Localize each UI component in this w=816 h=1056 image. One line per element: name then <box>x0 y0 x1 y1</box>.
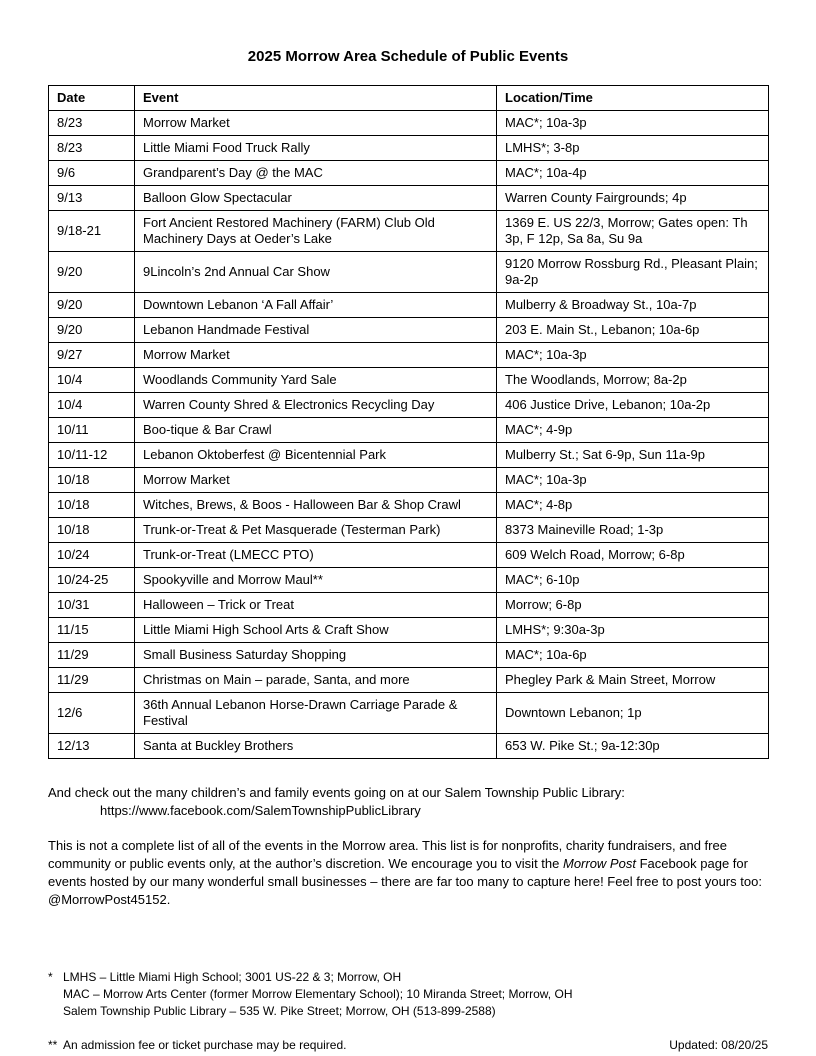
event-name-cell: Grandparent’s Day @ the MAC <box>135 161 497 186</box>
event-date-cell: 8/23 <box>49 111 135 136</box>
event-row <box>49 443 769 468</box>
event-date-cell: 10/31 <box>49 593 135 618</box>
event-location-cell: 653 W. Pike St.; 9a-12:30p <box>497 734 769 759</box>
event-row <box>49 543 769 568</box>
event-name-cell: Fort Ancient Restored Machinery (FARM) Club Old Machinery Days at Oeder’s Lake <box>135 211 497 252</box>
event-date-cell: 10/24 <box>49 543 135 568</box>
event-location-cell: MAC*; 10a-3p <box>497 343 769 368</box>
page-title: 2025 Morrow Area Schedule of Public Events <box>247 48 569 65</box>
event-name-cell: Halloween – Trick or Treat <box>135 593 497 618</box>
events-table <box>48 85 769 759</box>
event-name-cell: Trunk-or-Treat (LMECC PTO) <box>135 543 497 568</box>
event-row <box>49 593 769 618</box>
event-location-cell: MAC*; 10a-3p <box>497 468 769 493</box>
event-name-cell: Morrow Market <box>135 343 497 368</box>
disclaimer-paragraph <box>48 837 770 909</box>
event-date-cell: 12/13 <box>49 734 135 759</box>
disclaimer-morrow-post: Morrow Post <box>562 856 636 871</box>
event-row <box>49 518 769 543</box>
event-row <box>49 293 769 318</box>
event-location-cell: The Woodlands, Morrow; 8a-2p <box>497 368 769 393</box>
event-location-cell: MAC*; 6-10p <box>497 568 769 593</box>
event-location-cell: LMHS*; 9:30a-3p <box>497 618 769 643</box>
event-name-cell: Lebanon Oktoberfest @ Bicentennial Park <box>135 443 497 468</box>
event-location-cell: 406 Justice Drive, Lebanon; 10a-2p <box>497 393 769 418</box>
header-cell-location: Location/Time <box>497 86 769 111</box>
event-location-cell: 609 Welch Road, Morrow; 6-8p <box>497 543 769 568</box>
event-name-cell: Morrow Market <box>135 111 497 136</box>
disclaimer-text-1: This is not a complete list of all of the events in the Morrow area. This list is for nonprofits, charity fundraisers, and free community or public events only, at the author’s discretion. We encourage you to visit the <box>48 838 727 871</box>
event-row <box>49 211 769 252</box>
event-date-cell: 9/20 <box>49 318 135 343</box>
event-date-cell: 10/18 <box>49 468 135 493</box>
event-date-cell: 10/4 <box>49 393 135 418</box>
footnote-bottom-row <box>48 1037 768 1054</box>
event-location-cell: Phegley Park & Main Street, Morrow <box>497 668 769 693</box>
footnote-library: Salem Township Public Library – 535 W. Pike Street; Morrow, OH (513-899-2588) <box>63 1004 496 1018</box>
event-name-cell: Trunk-or-Treat & Pet Masquerade (Testerman Park) <box>135 518 497 543</box>
event-location-cell: MAC*; 10a-3p <box>497 111 769 136</box>
footnote-lmhs: LMHS – Little Miami High School; 3001 US-22 & 3; Morrow, OH <box>63 970 402 984</box>
event-location-cell: Mulberry & Broadway St., 10a-7p <box>497 293 769 318</box>
event-date-cell: 11/15 <box>49 618 135 643</box>
event-location-cell: 203 E. Main St., Lebanon; 10a-6p <box>497 318 769 343</box>
event-name-cell: Little Miami High School Arts & Craft Show <box>135 618 497 643</box>
library-note <box>48 784 768 820</box>
event-date-cell: 9/13 <box>49 186 135 211</box>
event-location-cell: Mulberry St.; Sat 6-9p, Sun 11a-9p <box>497 443 769 468</box>
event-date-cell: 12/6 <box>49 693 135 734</box>
event-name-cell: Spookyville and Morrow Maul** <box>135 568 497 593</box>
event-name-cell: Boo-tique & Bar Crawl <box>135 418 497 443</box>
event-date-cell: 10/11 <box>49 418 135 443</box>
event-date-cell: 8/23 <box>49 136 135 161</box>
event-name-cell: Small Business Saturday Shopping <box>135 643 497 668</box>
event-name-cell: Morrow Market <box>135 468 497 493</box>
updated-date: Updated: 08/20/25 <box>669 1038 768 1052</box>
event-row <box>49 393 769 418</box>
event-row <box>49 568 769 593</box>
event-row <box>49 111 769 136</box>
event-row <box>49 418 769 443</box>
event-row <box>49 668 769 693</box>
event-location-cell: Warren County Fairgrounds; 4p <box>497 186 769 211</box>
event-location-cell: Morrow; 6-8p <box>497 593 769 618</box>
event-date-cell: 9/20 <box>49 293 135 318</box>
event-row <box>49 343 769 368</box>
footnote-locations <box>48 969 768 986</box>
event-location-cell: LMHS*; 3-8p <box>497 136 769 161</box>
event-row <box>49 136 769 161</box>
event-name-cell: Christmas on Main – parade, Santa, and more <box>135 668 497 693</box>
footnote-admission <box>48 1037 346 1054</box>
event-date-cell: 10/24-25 <box>49 568 135 593</box>
event-location-cell: MAC*; 4-8p <box>497 493 769 518</box>
event-location-cell: 8373 Maineville Road; 1-3p <box>497 518 769 543</box>
event-date-cell: 9/20 <box>49 252 135 293</box>
header-cell-event: Event <box>135 86 497 111</box>
library-facebook-url: https://www.facebook.com/SalemTownshipPublicLibrary <box>100 803 421 818</box>
event-row <box>49 643 769 668</box>
event-location-cell: Downtown Lebanon; 1p <box>497 693 769 734</box>
event-row <box>49 468 769 493</box>
event-date-cell: 10/18 <box>49 493 135 518</box>
event-date-cell: 9/27 <box>49 343 135 368</box>
event-location-cell: MAC*; 10a-4p <box>497 161 769 186</box>
footnote-star-marker: * <box>48 970 53 984</box>
event-name-cell: 36th Annual Lebanon Horse-Drawn Carriage Parade & Festival <box>135 693 497 734</box>
event-date-cell: 11/29 <box>49 643 135 668</box>
event-location-cell: MAC*; 10a-6p <box>497 643 769 668</box>
footnote-admission-text: An admission fee or ticket purchase may be required. <box>63 1038 347 1052</box>
event-row <box>49 368 769 393</box>
event-row <box>49 618 769 643</box>
event-date-cell: 11/29 <box>49 668 135 693</box>
header-cell-date: Date <box>49 86 135 111</box>
event-date-cell: 9/6 <box>49 161 135 186</box>
event-location-cell: 9120 Morrow Rossburg Rd., Pleasant Plain; 9a-2p <box>497 252 769 293</box>
event-name-cell: Little Miami Food Truck Rally <box>135 136 497 161</box>
event-date-cell: 9/18-21 <box>49 211 135 252</box>
event-name-cell: Lebanon Handmade Festival <box>135 318 497 343</box>
event-name-cell: 9Lincoln’s 2nd Annual Car Show <box>135 252 497 293</box>
footnote-double-star-marker: ** <box>48 1038 58 1052</box>
event-name-cell: Woodlands Community Yard Sale <box>135 368 497 393</box>
event-row <box>49 734 769 759</box>
table-header-row <box>49 86 769 111</box>
event-row <box>49 252 769 293</box>
event-name-cell: Witches, Brews, & Boos - Halloween Bar & Shop Crawl <box>135 493 497 518</box>
event-row <box>49 161 769 186</box>
library-note-text: And check out the many children’s and family events going on at our Salem Township Public Library: <box>48 785 625 800</box>
event-name-cell: Santa at Buckley Brothers <box>135 734 497 759</box>
footnote-mac: MAC – Morrow Arts Center (former Morrow Elementary School); 10 Miranda Street; Morrow, OH <box>63 987 573 1001</box>
event-date-cell: 10/4 <box>49 368 135 393</box>
event-name-cell: Downtown Lebanon ‘A Fall Affair’ <box>135 293 497 318</box>
event-date-cell: 10/18 <box>49 518 135 543</box>
event-name-cell: Warren County Shred & Electronics Recycling Day <box>135 393 497 418</box>
event-row <box>49 693 769 734</box>
footnotes-block <box>48 969 768 1020</box>
event-row <box>49 186 769 211</box>
disclaimer-text-2: Facebook page for events hosted by our many wonderful small businesses – there are far too many to capture here! Feel free to post yours too: @MorrowPost45152. <box>48 856 762 907</box>
event-row <box>49 493 769 518</box>
event-date-cell: 10/11-12 <box>49 443 135 468</box>
event-name-cell: Balloon Glow Spectacular <box>135 186 497 211</box>
events-table-body <box>49 111 769 759</box>
event-location-cell: 1369 E. US 22/3, Morrow; Gates open: Th 3p, F 12p, Sa 8a, Su 9a <box>497 211 769 252</box>
event-row <box>49 318 769 343</box>
event-location-cell: MAC*; 4-9p <box>497 418 769 443</box>
